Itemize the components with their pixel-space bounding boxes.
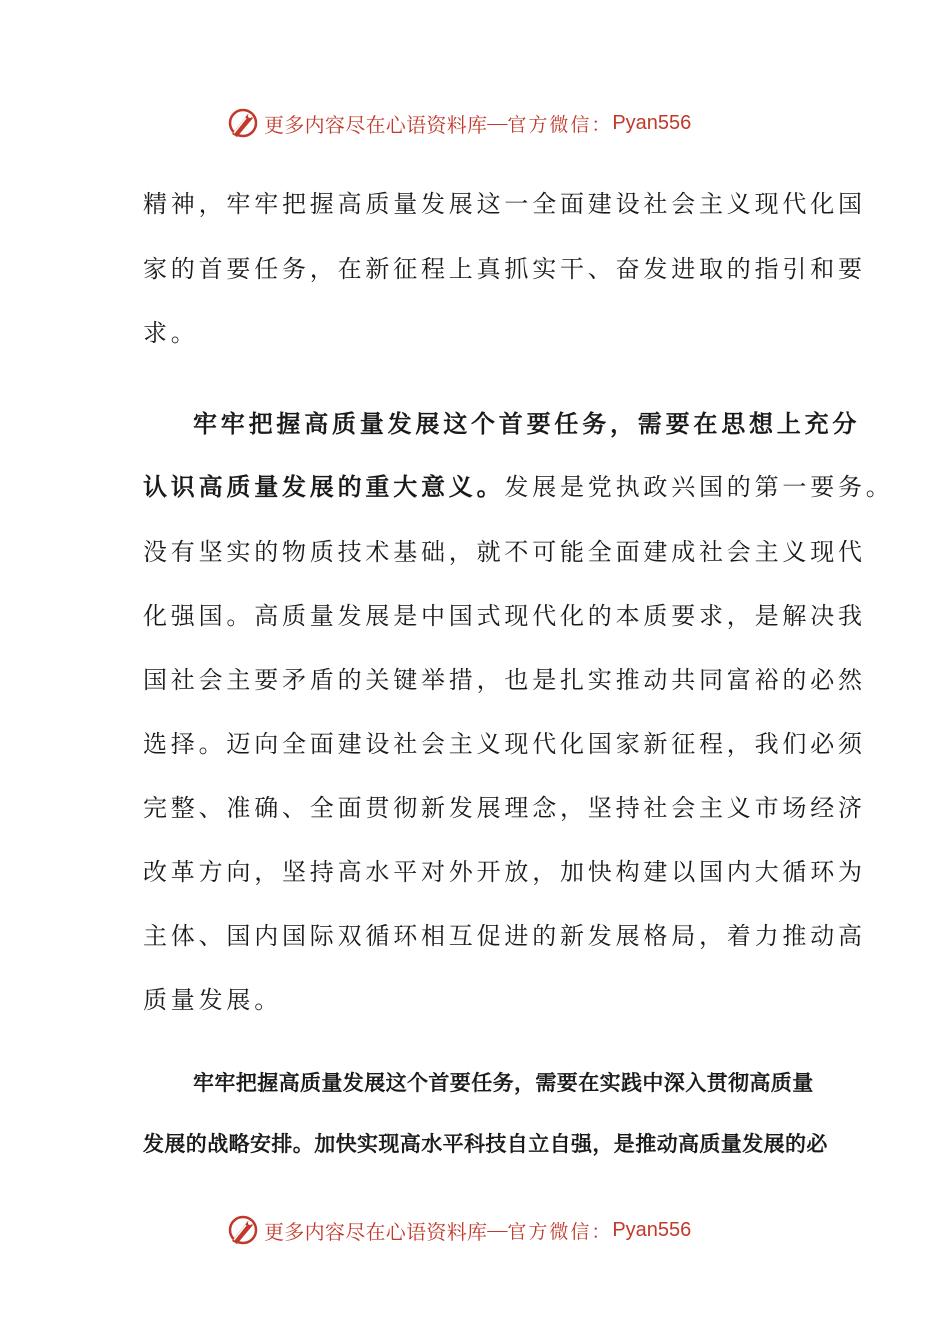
banner-separator: — [487, 111, 508, 134]
pen-nib-logo-icon [226, 106, 260, 140]
banner-separator: — [487, 1218, 508, 1241]
banner-content [226, 103, 691, 143]
body-text-line: 家的首要任务，在新征程上真抓实干、奋发进取的指引和要 [143, 255, 866, 283]
body-text-line: 国社会主要矛盾的关键举措，也是扎实推动共同富裕的必然 [143, 666, 866, 694]
header-banner [0, 103, 950, 143]
banner-wechat-label: 官方微信： [507, 114, 613, 136]
body-text-line: 完整、准确、全面贯彻新发展理念，坚持社会主义市场经济 [143, 794, 866, 822]
body-text-line [143, 467, 894, 502]
banner-wechat-handle: Pyan556 [612, 111, 692, 134]
body-text-line: 选择。迈向全面建设社会主义现代化国家新征程，我们必须 [143, 730, 866, 758]
banner-site-name: 更多内容尽在心语资料库 [264, 1221, 488, 1244]
body-text-line: 发展的战略安排。加快实现高水平科技自立自强，是推动高质量发展的必 [143, 1132, 828, 1156]
section-heading-text: 认识高质量发展的重大意义。 [143, 472, 505, 501]
section-heading-line: 牢牢把握高质量发展这个首要任务，需要在思想上充分 [193, 409, 861, 438]
pen-nib-logo-icon [226, 1213, 260, 1247]
body-text-line: 化强国。高质量发展是中国式现代化的本质要求，是解决我 [143, 602, 866, 630]
body-text-line: 主体、国内国际双循环相互促进的新发展格局，着力推动高 [143, 922, 866, 950]
body-text-line: 改革方向，坚持高水平对外开放，加快构建以国内大循环为 [143, 858, 866, 886]
body-text-line: 质量发展。 [143, 986, 282, 1014]
body-text-line: 精神，牢牢把握高质量发展这一全面建设社会主义现代化国 [143, 190, 866, 218]
banner-wechat-label: 官方微信： [507, 1221, 613, 1243]
body-text-line: 牢牢把握高质量发展这个首要任务，需要在实践中深入贯彻高质量 [193, 1071, 814, 1095]
body-text-line: 没有坚实的物质技术基础，就不可能全面建成社会主义现代 [143, 538, 866, 566]
body-text-span: 发展是党执政兴国的第一要务。 [504, 473, 894, 501]
footer-banner [0, 1210, 950, 1250]
banner-content [226, 1210, 691, 1250]
body-text-line: 求。 [143, 319, 199, 347]
banner-site-name: 更多内容尽在心语资料库 [264, 114, 488, 137]
banner-wechat-handle: Pyan556 [612, 1218, 692, 1241]
